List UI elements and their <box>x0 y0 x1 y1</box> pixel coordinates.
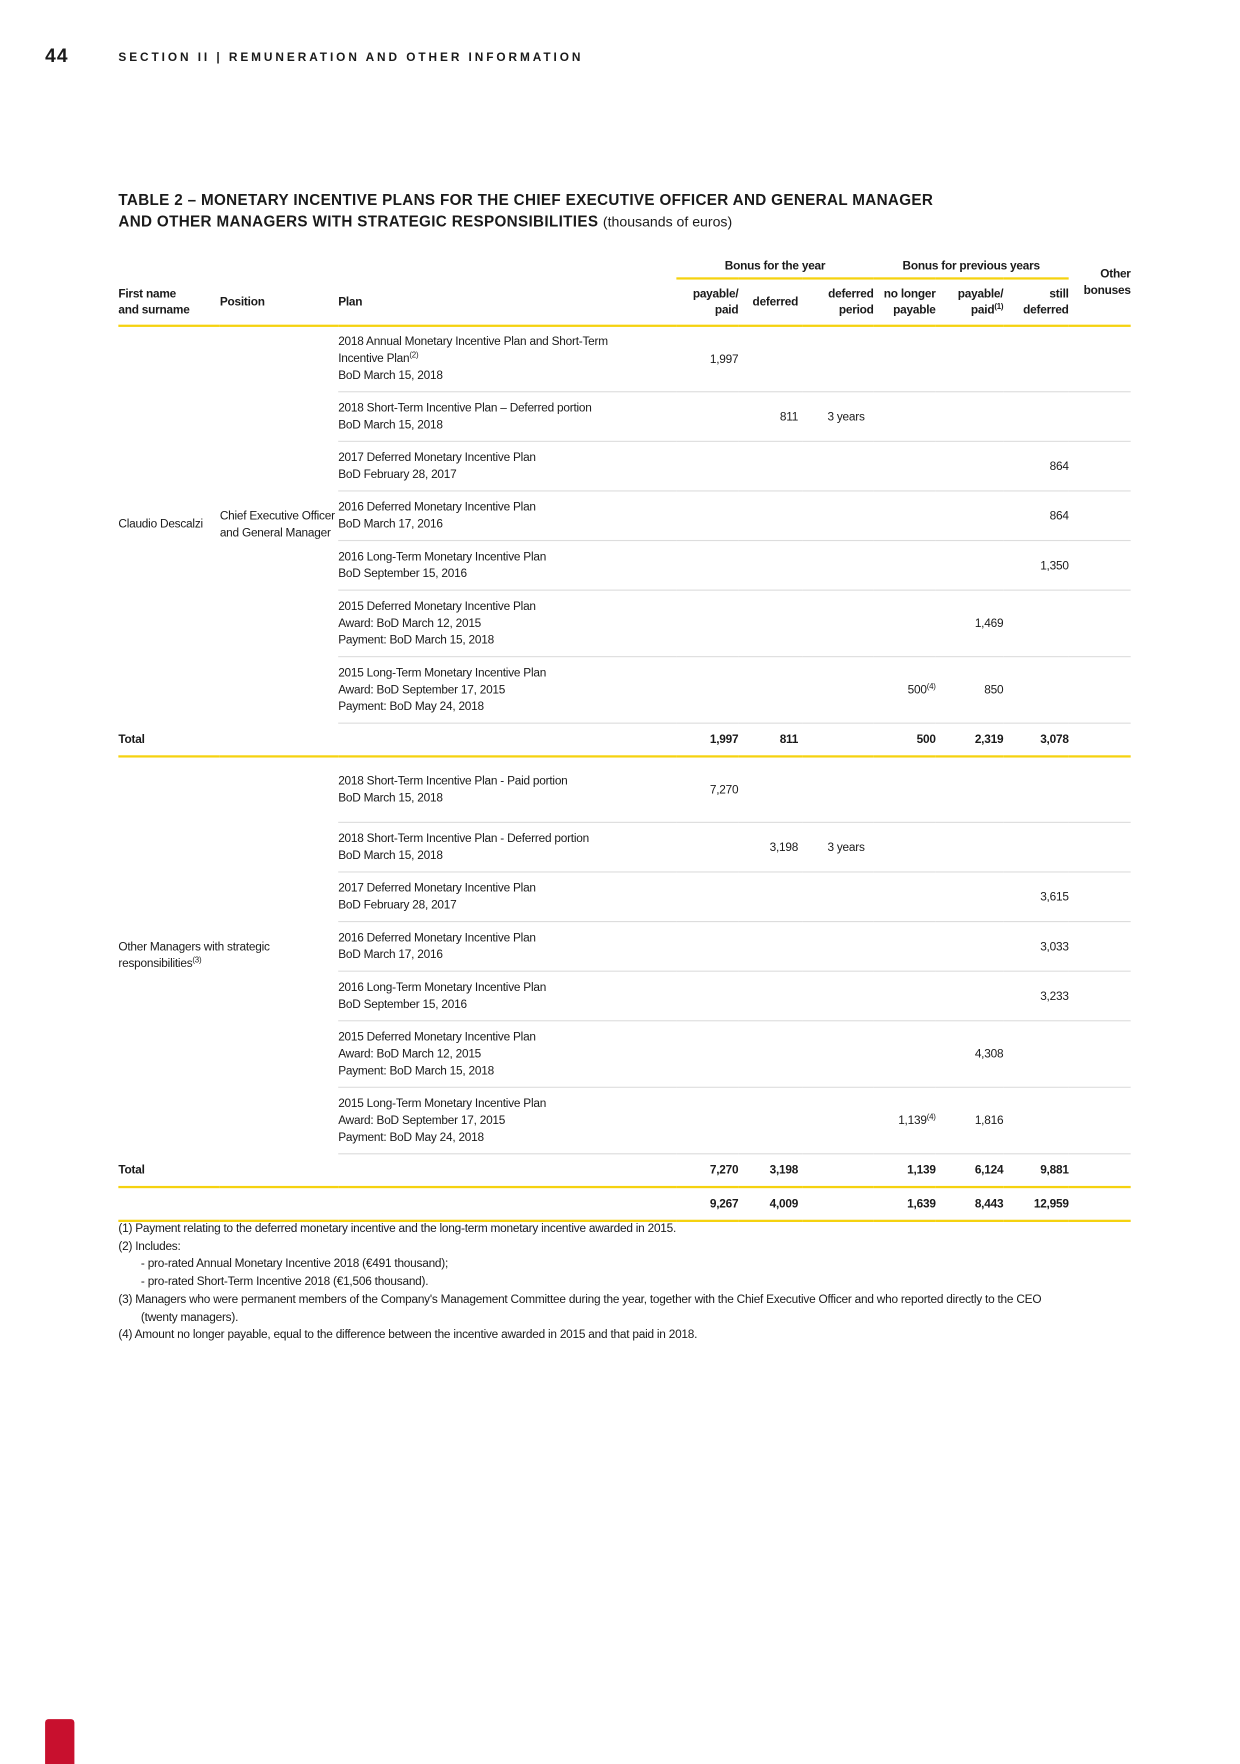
value-text: 3,198 <box>769 840 799 854</box>
plan-line-text: Payment: BoD May 24, 2018 <box>338 1130 484 1144</box>
plan-line <box>338 1029 676 1046</box>
plan-cell <box>338 822 676 872</box>
header-no-longer-payable <box>874 278 936 325</box>
plan-line-text: 2016 Deferred Monetary Incentive Plan <box>338 930 536 945</box>
plan-line-text: 2016 Long-Term Monetary Incentive Plan <box>338 549 547 564</box>
value-payable-paid-prev <box>936 392 1004 442</box>
plan-line-text: BoD March 15, 2018 <box>338 848 443 862</box>
table-row <box>118 756 1130 822</box>
incentive-table <box>118 257 1130 1222</box>
value-payable-paid <box>676 1021 738 1088</box>
plan-line <box>338 946 676 963</box>
value-deferred <box>738 1021 802 1088</box>
value-no-longer-payable <box>874 491 936 541</box>
value-deferred <box>738 756 802 822</box>
value-text: 811 <box>779 409 799 424</box>
plan-line-text: BoD March 15, 2018 <box>338 790 443 805</box>
h-pd1: payable/ <box>957 287 1004 301</box>
plan-line <box>338 665 676 682</box>
page-number: 44 <box>45 45 69 67</box>
value-text: 3 years <box>827 409 865 424</box>
plan-line <box>338 1046 676 1063</box>
grand-total-payable-paid-prev: 8,443 <box>936 1187 1004 1221</box>
plan-cell <box>338 590 676 657</box>
plan-line-text: Award: BoD March 12, 2015 <box>338 616 482 630</box>
value-payable-paid-prev <box>936 1021 1004 1088</box>
value-text: 864 <box>1049 459 1069 473</box>
title-line-2-text: AND OTHER MANAGERS WITH STRATEGIC RESPONSIBILITIES <box>118 213 599 230</box>
value-payable-paid <box>676 326 738 392</box>
value-no-longer-payable <box>874 326 936 392</box>
plan-line <box>338 681 676 698</box>
plan-line-text: 2015 Long-Term Monetary Incentive Plan <box>338 1096 547 1110</box>
plan-line-text: 2018 Short-Term Incentive Plan – Deferred portion <box>338 400 592 415</box>
title-line-1: TABLE 2 – MONETARY INCENTIVE PLANS FOR THE CHIEF EXECUTIVE OFFICER AND GENERAL MANAGER <box>118 191 934 209</box>
plan-line-text: BoD February 28, 2017 <box>338 897 457 912</box>
value-payable-paid <box>676 922 738 972</box>
section-header: SECTION II | REMUNERATION AND OTHER INFORMATION <box>118 50 584 65</box>
value-deferred-period <box>803 756 874 822</box>
plan-line <box>338 979 676 996</box>
value-deferred <box>738 657 802 724</box>
plan-line-text: 2016 Long-Term Monetary Incentive Plan <box>338 980 547 994</box>
value-deferred <box>738 1087 802 1154</box>
plan-line <box>338 367 676 384</box>
value-payable-paid-prev <box>936 872 1004 922</box>
header-name-1: First name <box>118 286 176 301</box>
plan-line-text: Award: BoD March 12, 2015 <box>338 1046 482 1061</box>
plan-cell <box>338 657 676 724</box>
value-no-longer-payable <box>874 441 936 491</box>
total-deferred-period <box>803 1154 874 1187</box>
value-payable-paid-prev <box>936 822 1004 872</box>
header-deferred: deferred <box>738 278 802 325</box>
value-deferred-period <box>803 541 874 591</box>
value-deferred-period <box>803 1087 874 1154</box>
value-payable-paid-prev <box>936 657 1004 724</box>
person-name <box>118 326 219 723</box>
plan-line <box>338 400 676 417</box>
header-other: Other <box>1100 267 1131 281</box>
plan-line <box>338 449 676 466</box>
value-text: 850 <box>984 683 1004 697</box>
value-other-bonuses <box>1069 1087 1131 1154</box>
title-unit: (thousands of euros) <box>602 214 733 230</box>
title-line-2 <box>118 211 933 234</box>
plan-line <box>338 499 676 516</box>
value-still-deferred <box>1003 1021 1068 1088</box>
value-other-bonuses <box>1069 822 1131 872</box>
value-payable-paid <box>676 590 738 657</box>
total-other-bonuses <box>1069 1154 1131 1187</box>
footnote: (twenty managers). <box>140 1310 239 1325</box>
plan-line <box>338 516 676 533</box>
plan-cell <box>338 971 676 1021</box>
plan-line-text: Payment: BoD May 24, 2018 <box>338 699 484 714</box>
h-nl2: payable <box>893 303 936 317</box>
plan-line-text: Award: BoD September 17, 2015 <box>338 1113 506 1127</box>
group-header-year: Bonus for the year <box>676 257 873 278</box>
value-no-longer-payable <box>874 541 936 591</box>
value-payable-paid-prev <box>936 1087 1004 1154</box>
plan-line <box>338 615 676 632</box>
h-pd-sup: (1) <box>994 303 1004 312</box>
header-still-deferred <box>1003 278 1068 325</box>
value-payable-paid-prev <box>936 971 1004 1021</box>
plan-line <box>338 565 676 582</box>
value-deferred <box>738 491 802 541</box>
value-still-deferred <box>1003 872 1068 922</box>
total-label: Total <box>118 723 676 756</box>
plan-line <box>338 334 676 351</box>
value-deferred <box>738 326 802 392</box>
value-deferred-period <box>803 922 874 972</box>
grand-total-label <box>118 1187 676 1221</box>
plan-line-text: BoD February 28, 2017 <box>338 467 457 481</box>
plan-line <box>338 548 676 565</box>
total-deferred-period <box>803 723 874 756</box>
value-payable-paid-prev <box>936 541 1004 591</box>
grand-total-payable-paid: 9,267 <box>676 1187 738 1221</box>
header-bonuses: bonuses <box>1083 284 1131 298</box>
value-payable-paid <box>676 657 738 724</box>
value-payable-paid <box>676 872 738 922</box>
plan-cell <box>338 1087 676 1154</box>
value-other-bonuses <box>1069 872 1131 922</box>
value-payable-paid <box>676 822 738 872</box>
plan-line-text: Award: BoD September 17, 2015 <box>338 682 506 697</box>
plan-cell <box>338 326 676 392</box>
value-still-deferred <box>1003 441 1068 491</box>
plan-cell <box>338 392 676 442</box>
value-still-deferred <box>1003 657 1068 724</box>
total-deferred: 811 <box>738 723 802 756</box>
plan-line-text: 2015 Deferred Monetary Incentive Plan <box>338 599 536 613</box>
value-text: 1,997 <box>709 352 739 366</box>
total-label: Total <box>118 1154 676 1187</box>
value-deferred-period <box>803 392 874 442</box>
grand-total-deferred: 4,009 <box>738 1187 802 1221</box>
h-nl1: no longer <box>883 287 936 301</box>
footnote: (1) Payment relating to the deferred monetary incentive and the long-term monetary incentive awarded in 2015. <box>118 1221 677 1236</box>
value-deferred-period <box>803 872 874 922</box>
plan-line <box>338 1062 676 1079</box>
footnote: - pro-rated Annual Monetary Incentive 2018 (€491 thousand); <box>140 1257 449 1271</box>
value-no-longer-payable <box>874 657 936 724</box>
total-payable-paid: 1,997 <box>676 723 738 756</box>
value-other-bonuses <box>1069 756 1131 822</box>
plan-line-text: Payment: BoD March 15, 2018 <box>338 1063 494 1078</box>
value-no-longer-payable <box>874 1021 936 1088</box>
plan-line <box>338 417 676 434</box>
value-no-longer-payable <box>874 1087 936 1154</box>
value-payable-paid <box>676 392 738 442</box>
value-deferred-period <box>803 822 874 872</box>
value-other-bonuses <box>1069 590 1131 657</box>
plan-line-text: Incentive Plan <box>338 351 410 366</box>
value-deferred-period <box>803 326 874 392</box>
plan-line-text: BoD September 15, 2016 <box>338 997 467 1011</box>
value-still-deferred <box>1003 1087 1068 1154</box>
plan-cell <box>338 756 676 822</box>
plan-line-text: BoD March 17, 2016 <box>338 947 443 962</box>
total-no-longer-payable: 500 <box>874 723 936 756</box>
value-no-longer-payable <box>874 392 936 442</box>
plan-cell <box>338 872 676 922</box>
value-payable-paid-prev <box>936 590 1004 657</box>
value-payable-paid-prev <box>936 441 1004 491</box>
value-deferred-period <box>803 590 874 657</box>
value-still-deferred <box>1003 590 1068 657</box>
value-text: 1,350 <box>1040 558 1069 573</box>
total-payable-paid: 7,270 <box>676 1154 738 1187</box>
plan-line <box>338 847 676 864</box>
table-title <box>118 189 933 233</box>
h-pp1: payable/ <box>692 287 739 301</box>
plan-line-text: BoD September 15, 2016 <box>338 566 467 580</box>
plan-line <box>338 1129 676 1146</box>
value-deferred <box>738 922 802 972</box>
value-still-deferred <box>1003 922 1068 972</box>
footnote: - pro-rated Short-Term Incentive 2018 (€1,506 thousand). <box>140 1275 429 1289</box>
footnote-ref: (4) <box>926 683 936 692</box>
header-other-bonuses <box>1069 257 1131 326</box>
value-other-bonuses <box>1069 971 1131 1021</box>
value-no-longer-payable <box>874 756 936 822</box>
person-name <box>118 756 338 1153</box>
value-deferred <box>738 392 802 442</box>
plan-line-text: 2018 Annual Monetary Incentive Plan and Short-Term <box>338 334 608 349</box>
header-name-2: and surname <box>118 302 190 317</box>
plan-line-text: 2017 Deferred Monetary Incentive Plan <box>338 450 536 464</box>
total-still-deferred: 3,078 <box>1003 723 1068 756</box>
plan-line-text: BoD March 15, 2018 <box>338 417 443 432</box>
total-deferred: 3,198 <box>738 1154 802 1187</box>
value-text: 3,033 <box>1040 939 1069 954</box>
total-still-deferred: 9,881 <box>1003 1154 1068 1187</box>
person-position: Chief Executive Officer and General Manager <box>219 509 335 540</box>
plan-line-text: 2018 Short-Term Incentive Plan - Deferred portion <box>338 831 589 845</box>
h-pd2: paid <box>970 303 995 317</box>
plan-line <box>338 466 676 483</box>
value-text: 3,233 <box>1040 989 1069 1003</box>
grand-total-still-deferred: 12,959 <box>1003 1187 1068 1221</box>
h-dp2: period <box>838 303 874 317</box>
value-deferred <box>738 822 802 872</box>
footnote-ref: (4) <box>926 1113 936 1122</box>
value-other-bonuses <box>1069 541 1131 591</box>
value-text: 500 <box>907 683 927 697</box>
value-other-bonuses <box>1069 441 1131 491</box>
plan-line-text: BoD March 17, 2016 <box>338 516 443 531</box>
plan-line <box>338 897 676 914</box>
footnotes <box>118 1221 1133 1345</box>
plan-cell <box>338 441 676 491</box>
value-other-bonuses <box>1069 392 1131 442</box>
total-row <box>118 1154 1130 1187</box>
value-payable-paid <box>676 756 738 822</box>
plan-line <box>338 698 676 715</box>
plan-line <box>338 996 676 1013</box>
value-deferred <box>738 441 802 491</box>
person-name-text: Claudio Descalzi <box>118 517 203 532</box>
value-deferred <box>738 872 802 922</box>
value-no-longer-payable <box>874 822 936 872</box>
value-text: 1,816 <box>974 1113 1004 1128</box>
header-payable-paid <box>676 278 738 325</box>
plan-line <box>338 790 676 807</box>
value-deferred-period <box>803 441 874 491</box>
plan-line <box>338 880 676 897</box>
h-pp2: paid <box>714 303 739 317</box>
value-deferred-period <box>803 657 874 724</box>
footnote: (4) Amount no longer payable, equal to the difference between the incentive awarded in 2015 and that paid in 2018. <box>118 1328 698 1342</box>
value-still-deferred <box>1003 971 1068 1021</box>
header-payable-paid-prev <box>936 278 1004 325</box>
value-no-longer-payable <box>874 922 936 972</box>
plan-line <box>338 1095 676 1112</box>
plan-line-text: 2017 Deferred Monetary Incentive Plan <box>338 880 536 895</box>
value-text: 3 years <box>827 840 865 854</box>
value-still-deferred <box>1003 392 1068 442</box>
value-text: 1,469 <box>974 616 1004 631</box>
value-no-longer-payable <box>874 971 936 1021</box>
value-no-longer-payable <box>874 590 936 657</box>
total-payable-paid-prev: 6,124 <box>936 1154 1004 1187</box>
table-row <box>118 326 1130 392</box>
value-payable-paid <box>676 1087 738 1154</box>
value-payable-paid <box>676 491 738 541</box>
total-row <box>118 723 1130 756</box>
value-other-bonuses <box>1069 657 1131 724</box>
value-deferred <box>738 590 802 657</box>
footnote-ref: (3) <box>192 956 202 965</box>
page-tab-marker <box>45 1719 74 1764</box>
plan-line-text: Payment: BoD March 15, 2018 <box>338 632 494 647</box>
plan-line <box>338 351 676 368</box>
value-payable-paid-prev <box>936 326 1004 392</box>
person-name-text: Other Managers with strategic responsibilities <box>118 939 270 971</box>
footnote-ref: (2) <box>409 351 419 360</box>
plan-line-text: 2015 Deferred Monetary Incentive Plan <box>338 1029 536 1044</box>
value-text: 7,270 <box>709 782 739 797</box>
plan-cell <box>338 1021 676 1088</box>
value-still-deferred <box>1003 822 1068 872</box>
header-deferred-period <box>803 278 874 325</box>
plan-line-text: 2018 Short-Term Incentive Plan - Paid portion <box>338 773 568 788</box>
plan-cell <box>338 491 676 541</box>
header-name <box>118 278 219 325</box>
value-deferred <box>738 541 802 591</box>
total-other-bonuses <box>1069 723 1131 756</box>
plan-line-text: 2016 Deferred Monetary Incentive Plan <box>338 499 536 514</box>
plan-line-text: BoD March 15, 2018 <box>338 368 443 383</box>
plan-cell <box>338 541 676 591</box>
value-payable-paid <box>676 541 738 591</box>
plan-line <box>338 598 676 615</box>
value-text: 3,615 <box>1040 890 1069 904</box>
value-text: 1,139 <box>898 1113 927 1128</box>
value-text: 4,308 <box>974 1047 1004 1061</box>
header-position: Position <box>220 278 338 325</box>
plan-cell <box>338 922 676 972</box>
header-plan: Plan <box>338 278 676 325</box>
plan-line <box>338 632 676 649</box>
value-still-deferred <box>1003 491 1068 541</box>
value-still-deferred <box>1003 326 1068 392</box>
value-payable-paid-prev <box>936 922 1004 972</box>
plan-line <box>338 773 676 790</box>
value-text: 864 <box>1049 508 1069 523</box>
grand-total-no-longer-payable: 1,639 <box>874 1187 936 1221</box>
h-sd1: still <box>1049 287 1069 301</box>
value-still-deferred <box>1003 756 1068 822</box>
h-dp1: deferred <box>828 287 874 301</box>
value-no-longer-payable <box>874 872 936 922</box>
value-other-bonuses <box>1069 1021 1131 1088</box>
value-deferred-period <box>803 971 874 1021</box>
total-no-longer-payable: 1,139 <box>874 1154 936 1187</box>
value-deferred <box>738 971 802 1021</box>
plan-line <box>338 1112 676 1129</box>
grand-total-other-bonuses <box>1069 1187 1131 1221</box>
value-payable-paid-prev <box>936 491 1004 541</box>
value-still-deferred <box>1003 541 1068 591</box>
value-other-bonuses <box>1069 922 1131 972</box>
value-deferred-period <box>803 1021 874 1088</box>
value-payable-paid-prev <box>936 756 1004 822</box>
value-payable-paid <box>676 971 738 1021</box>
value-other-bonuses <box>1069 326 1131 392</box>
plan-line <box>338 929 676 946</box>
footnote: (3) Managers who were permanent members of the Company's Management Committee during the year, together with the Chief Executive Officer and who reported directly to the CEO <box>118 1292 1042 1307</box>
footnote: (2) Includes: <box>118 1239 181 1254</box>
h-sd2: deferred <box>1023 303 1069 317</box>
group-header-previous: Bonus for previous years <box>874 257 1069 278</box>
value-payable-paid <box>676 441 738 491</box>
grand-total-deferred-period <box>803 1187 874 1221</box>
plan-line <box>338 830 676 847</box>
grand-total-row <box>118 1187 1130 1221</box>
value-other-bonuses <box>1069 491 1131 541</box>
value-deferred-period <box>803 491 874 541</box>
plan-line-text: 2015 Long-Term Monetary Incentive Plan <box>338 665 547 680</box>
total-payable-paid-prev: 2,319 <box>936 723 1004 756</box>
